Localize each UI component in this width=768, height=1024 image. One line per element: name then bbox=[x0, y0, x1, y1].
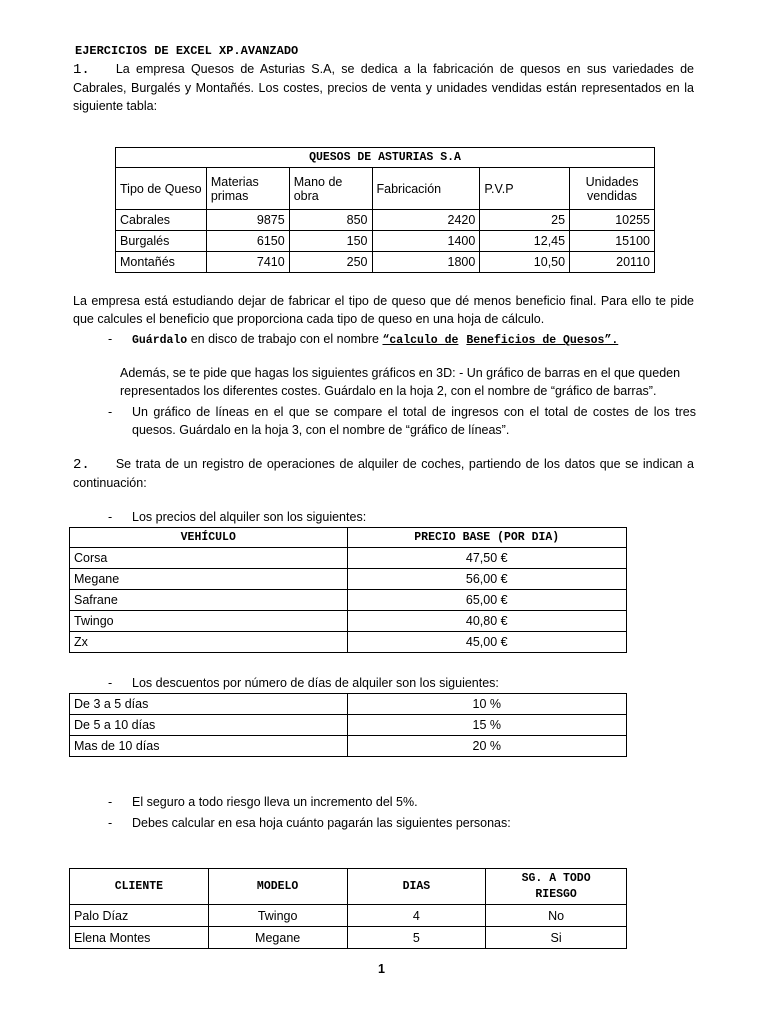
cell: De 5 a 10 días bbox=[70, 715, 348, 736]
table-row bbox=[70, 715, 627, 736]
bullet-calc: - Debes calcular en esa hoja cuánto pagarán las siguientes personas: bbox=[108, 816, 511, 830]
bullet-discounts: - Los descuentos por número de días de alquiler son los siguientes: bbox=[108, 676, 499, 690]
table-row bbox=[70, 590, 627, 611]
table-row bbox=[70, 548, 627, 569]
quesos-table-title: QUESOS DE ASTURIAS S.A bbox=[116, 148, 655, 168]
bullet-guardalo-keyword: Guárdalo bbox=[132, 334, 188, 347]
bullet-prices-text: Los precios del alquiler son los siguientes: bbox=[132, 510, 367, 524]
cell: 5 bbox=[347, 927, 486, 949]
quesos-header-row bbox=[116, 168, 655, 210]
header-seguro-line1: SG. A TODO bbox=[521, 871, 591, 885]
header-seguro bbox=[486, 869, 627, 905]
cell: Cabrales bbox=[116, 210, 207, 231]
clients-table bbox=[69, 868, 627, 949]
exercise-2-intro-text: Se trata de un registro de operaciones de alquiler de coches, partiendo de los datos que se indican a continuación: bbox=[73, 457, 694, 490]
file-name-part1: “calculo de bbox=[382, 334, 459, 347]
cell: 47,50 € bbox=[347, 548, 626, 569]
clients-header-row bbox=[70, 869, 627, 905]
table-row bbox=[116, 231, 655, 252]
table-row bbox=[70, 927, 627, 949]
header-dias: DIAS bbox=[347, 869, 486, 905]
header-tipo: Tipo de Queso bbox=[116, 168, 207, 210]
cell: 150 bbox=[289, 231, 372, 252]
table-row bbox=[70, 632, 627, 653]
exercise-2-number: 2. bbox=[73, 457, 90, 473]
discounts-table bbox=[69, 693, 627, 757]
cell: 15 % bbox=[347, 715, 627, 736]
quesos-table bbox=[115, 147, 655, 273]
cell: 1800 bbox=[372, 252, 480, 273]
cell: 45,00 € bbox=[347, 632, 626, 653]
header-vehiculo: VEHÍCULO bbox=[70, 528, 348, 548]
header-seguro-line2: RIESGO bbox=[535, 887, 577, 901]
page-number: 1 bbox=[378, 962, 385, 976]
exercise-2-intro bbox=[73, 455, 694, 492]
bullet-line-chart-text: Un gráfico de líneas en el que se compare el total de ingresos con el total de costes de los tres quesos. Guárdalo en la hoja 3, con el nombre de “gráfico de líneas”. bbox=[132, 405, 696, 437]
exercise-1-para: La empresa está estudiando dejar de fabricar el tipo de queso que dé menos beneficio final. Para ello te pide que calcules el beneficio que proporciona cada tipo de queso en una hoja de cálculo. bbox=[73, 294, 694, 326]
cell: 9875 bbox=[206, 210, 289, 231]
document-heading: EJERCICIOS DE EXCEL XP.AVANZADO bbox=[75, 44, 299, 58]
table-row bbox=[116, 210, 655, 231]
cell: Megane bbox=[208, 927, 347, 949]
file-name-part3: ”. bbox=[604, 334, 619, 347]
table-row bbox=[116, 252, 655, 273]
exercise-1-graphs-para: Además, se te pide que hagas los siguientes gráficos en 3D: - Un gráfico de barras en el que queden representados los diferentes costes. Guárdalo en la hoja 2, con el nombre de “gráfico de barras”. bbox=[120, 366, 681, 398]
table-row bbox=[70, 569, 627, 590]
cell: 12,45 bbox=[480, 231, 570, 252]
cell: 10,50 bbox=[480, 252, 570, 273]
cell: 40,80 € bbox=[347, 611, 626, 632]
cell: 4 bbox=[347, 905, 486, 927]
header-modelo: MODELO bbox=[208, 869, 347, 905]
bullet-guardalo-text: en disco de trabajo con el nombre bbox=[187, 332, 383, 346]
exercise-1-number: 1. bbox=[73, 62, 90, 78]
cell: Zx bbox=[70, 632, 348, 653]
cell: 7410 bbox=[206, 252, 289, 273]
cell: Montañés bbox=[116, 252, 207, 273]
header-pvp: P.V.P bbox=[480, 168, 570, 210]
cell: 20110 bbox=[570, 252, 655, 273]
cell: Si bbox=[486, 927, 627, 949]
bullet-guardalo: - Guárdalo en disco de trabajo con el nombre “calculo de Beneficios de Quesos”. bbox=[108, 332, 619, 347]
table-row bbox=[70, 736, 627, 757]
cell: Mas de 10 días bbox=[70, 736, 348, 757]
cell: 65,00 € bbox=[347, 590, 626, 611]
cell: Twingo bbox=[70, 611, 348, 632]
table-row bbox=[70, 905, 627, 927]
cell: 6150 bbox=[206, 231, 289, 252]
table-row bbox=[70, 694, 627, 715]
cell: Corsa bbox=[70, 548, 348, 569]
header-materias: Materias primas bbox=[206, 168, 289, 210]
header-cliente: CLIENTE bbox=[70, 869, 209, 905]
file-name-part2: Beneficios de Quesos bbox=[466, 334, 605, 347]
cell: 1400 bbox=[372, 231, 480, 252]
cell: 10 % bbox=[347, 694, 627, 715]
cell: Megane bbox=[70, 569, 348, 590]
bullet-insurance-text: El seguro a todo riesgo lleva un incremento del 5%. bbox=[132, 795, 418, 809]
header-precio-base: PRECIO BASE (POR DIA) bbox=[347, 528, 626, 548]
bullet-calc-text: Debes calcular en esa hoja cuánto pagarán las siguientes personas: bbox=[132, 816, 511, 830]
cell: Burgalés bbox=[116, 231, 207, 252]
table-row bbox=[70, 611, 627, 632]
header-unidades: Unidades vendidas bbox=[570, 168, 655, 210]
bullet-discounts-text: Los descuentos por número de días de alquiler son los siguientes: bbox=[132, 676, 499, 690]
exercise-1-intro bbox=[73, 60, 694, 115]
cell: Elena Montes bbox=[70, 927, 209, 949]
cell: 15100 bbox=[570, 231, 655, 252]
cell: 25 bbox=[480, 210, 570, 231]
header-fabricacion: Fabricación bbox=[372, 168, 480, 210]
cell: 2420 bbox=[372, 210, 480, 231]
bullet-line-chart: - Un gráfico de líneas en el que se compare el total de ingresos con el total de costes de los tres quesos. Guárdalo en la hoja 3, con el nombre de “gráfico de líneas”. bbox=[108, 405, 696, 437]
cell: De 3 a 5 días bbox=[70, 694, 348, 715]
bullet-prices: - Los precios del alquiler son los siguientes: bbox=[108, 510, 367, 524]
header-mano-obra: Mano de obra bbox=[289, 168, 372, 210]
cell: 20 % bbox=[347, 736, 627, 757]
exercise-1-intro-text: La empresa Quesos de Asturias S.A, se dedica a la fabricación de quesos en sus variedades de Cabrales, Burgalés y Montañés. Los costes, precios de venta y unidades vendidas están representados en la siguiente tabla: bbox=[73, 62, 694, 113]
prices-table bbox=[69, 527, 627, 653]
cell: Palo Díaz bbox=[70, 905, 209, 927]
cell: 10255 bbox=[570, 210, 655, 231]
bullet-insurance: - El seguro a todo riesgo lleva un incremento del 5%. bbox=[108, 795, 418, 809]
cell: No bbox=[486, 905, 627, 927]
cell: Safrane bbox=[70, 590, 348, 611]
cell: 250 bbox=[289, 252, 372, 273]
cell: Twingo bbox=[208, 905, 347, 927]
cell: 56,00 € bbox=[347, 569, 626, 590]
cell: 850 bbox=[289, 210, 372, 231]
